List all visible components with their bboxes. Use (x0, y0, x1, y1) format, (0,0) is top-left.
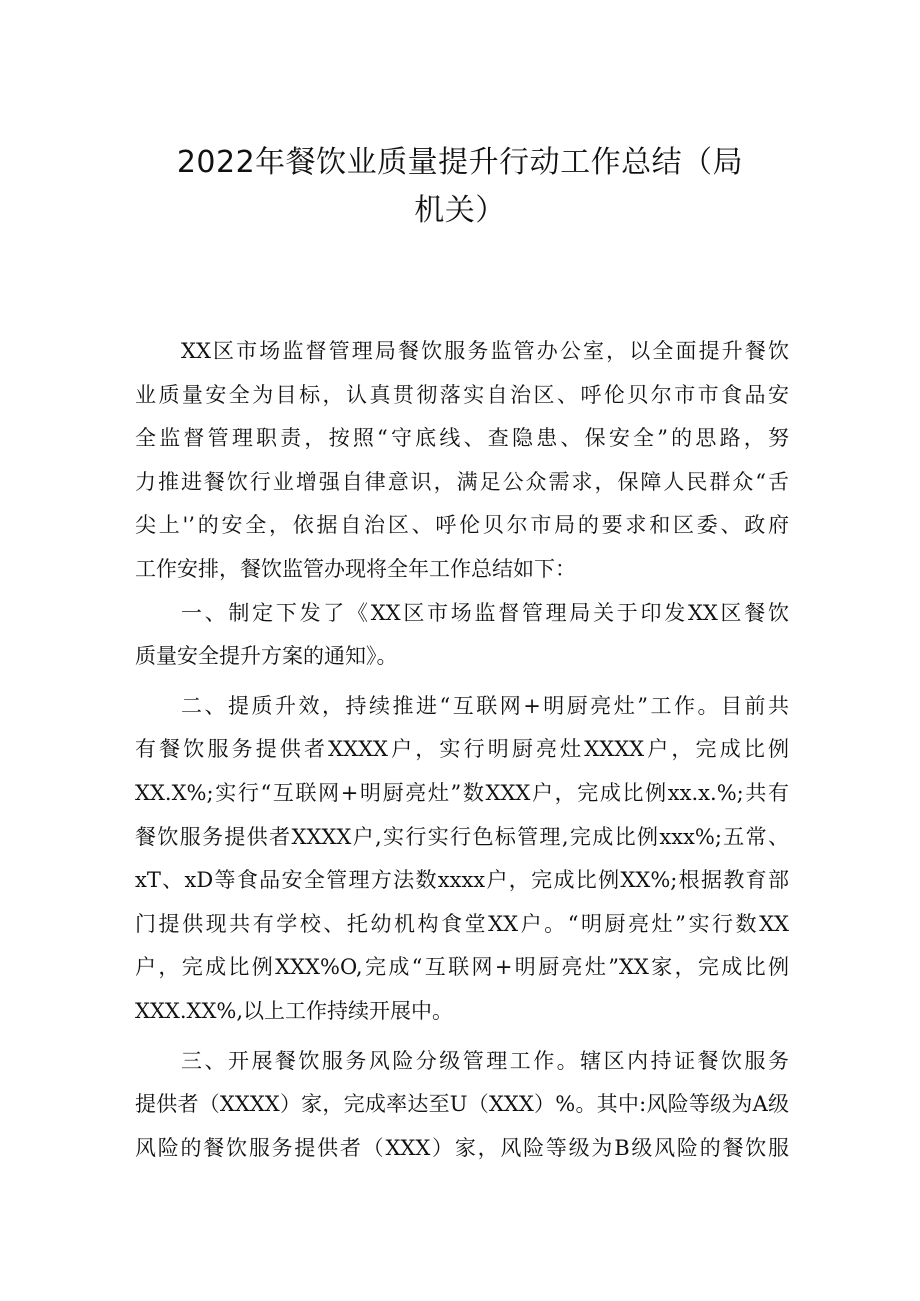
paragraph-line: 业质量安全为目标，认真贯彻落实自治区、呼伦贝尔市市食品安 (135, 382, 789, 407)
paragraph-line: 全监督管理职责，按照“守底线、查隐患、保安全”的思路，努 (135, 426, 789, 451)
paragraph-line: 尖上'’的安全，依据自治区、呼伦贝尔市局的要求和区委、政府 (135, 513, 789, 538)
paragraph-line: xT、xD等食品安全管理方法数xxxx户，完成比例XX%;根据教育部 (135, 868, 789, 893)
paragraph-section-3 (135, 1040, 789, 1171)
paragraph-line: XX区市场监督管理局餐饮服务监管办公室，以全面提升餐饮 (181, 339, 789, 363)
paragraph-line: 二、提质升效，持续推进“互联网+明厨亮灶”工作。目前共 (181, 693, 789, 718)
document-body (135, 330, 789, 1170)
paragraph-line: 提供者（XXXX）家，完成率达至U（XXX）%。其中:风险等级为A级 (135, 1092, 789, 1117)
document-title-line-2: 机关） (414, 193, 506, 228)
paragraph-line: 风险的餐饮服务提供者（XXX）家，风险等级为B级风险的餐饮服 (135, 1135, 789, 1160)
paragraph-line: 门提供现共有学校、托幼机构食堂XX户。“明厨亮灶”实行数XX (135, 911, 789, 936)
paragraph-line: 三、开展餐饮服务风险分级管理工作。辖区内持证餐饮服务 (181, 1048, 789, 1073)
paragraph-line: 有餐饮服务提供者XXXX户，实行明厨亮灶XXXX户，完成比例 (135, 737, 789, 762)
paragraph-line: 户，完成比例XXX%O,完成“互联网+明厨亮灶”XX家，完成比例 (135, 955, 789, 980)
paragraph-section-1 (135, 592, 789, 679)
paragraph-line: XXX.XX%,以上工作持续开展中。 (135, 998, 454, 1023)
paragraph-line: 一、制定下发了《XX区市场监督管理局关于印发XX区餐饮 (181, 600, 789, 625)
paragraph-line: 力推进餐饮行业增强自律意识，满足公众需求，保障人民群众“舌 (135, 469, 789, 494)
paragraph-line: 质量安全提升方案的通知》。 (135, 644, 398, 669)
paragraph-line: 工作安排，餐饮监管办现将全年工作总结如下： (135, 556, 576, 581)
paragraph-intro (135, 330, 789, 592)
paragraph-line: XX.X%;实行“互联网+明厨亮灶”数XXX户，完成比例xx.x.%;共有 (135, 780, 789, 805)
document-title-line-1: 2022年餐饮业质量提升行动工作总结（局 (176, 145, 744, 180)
paragraph-section-2 (135, 685, 789, 1034)
paragraph-line: 餐饮服务提供者XXXX户,实行实行色标管理,完成比例xxx%;五常、 (135, 824, 789, 849)
